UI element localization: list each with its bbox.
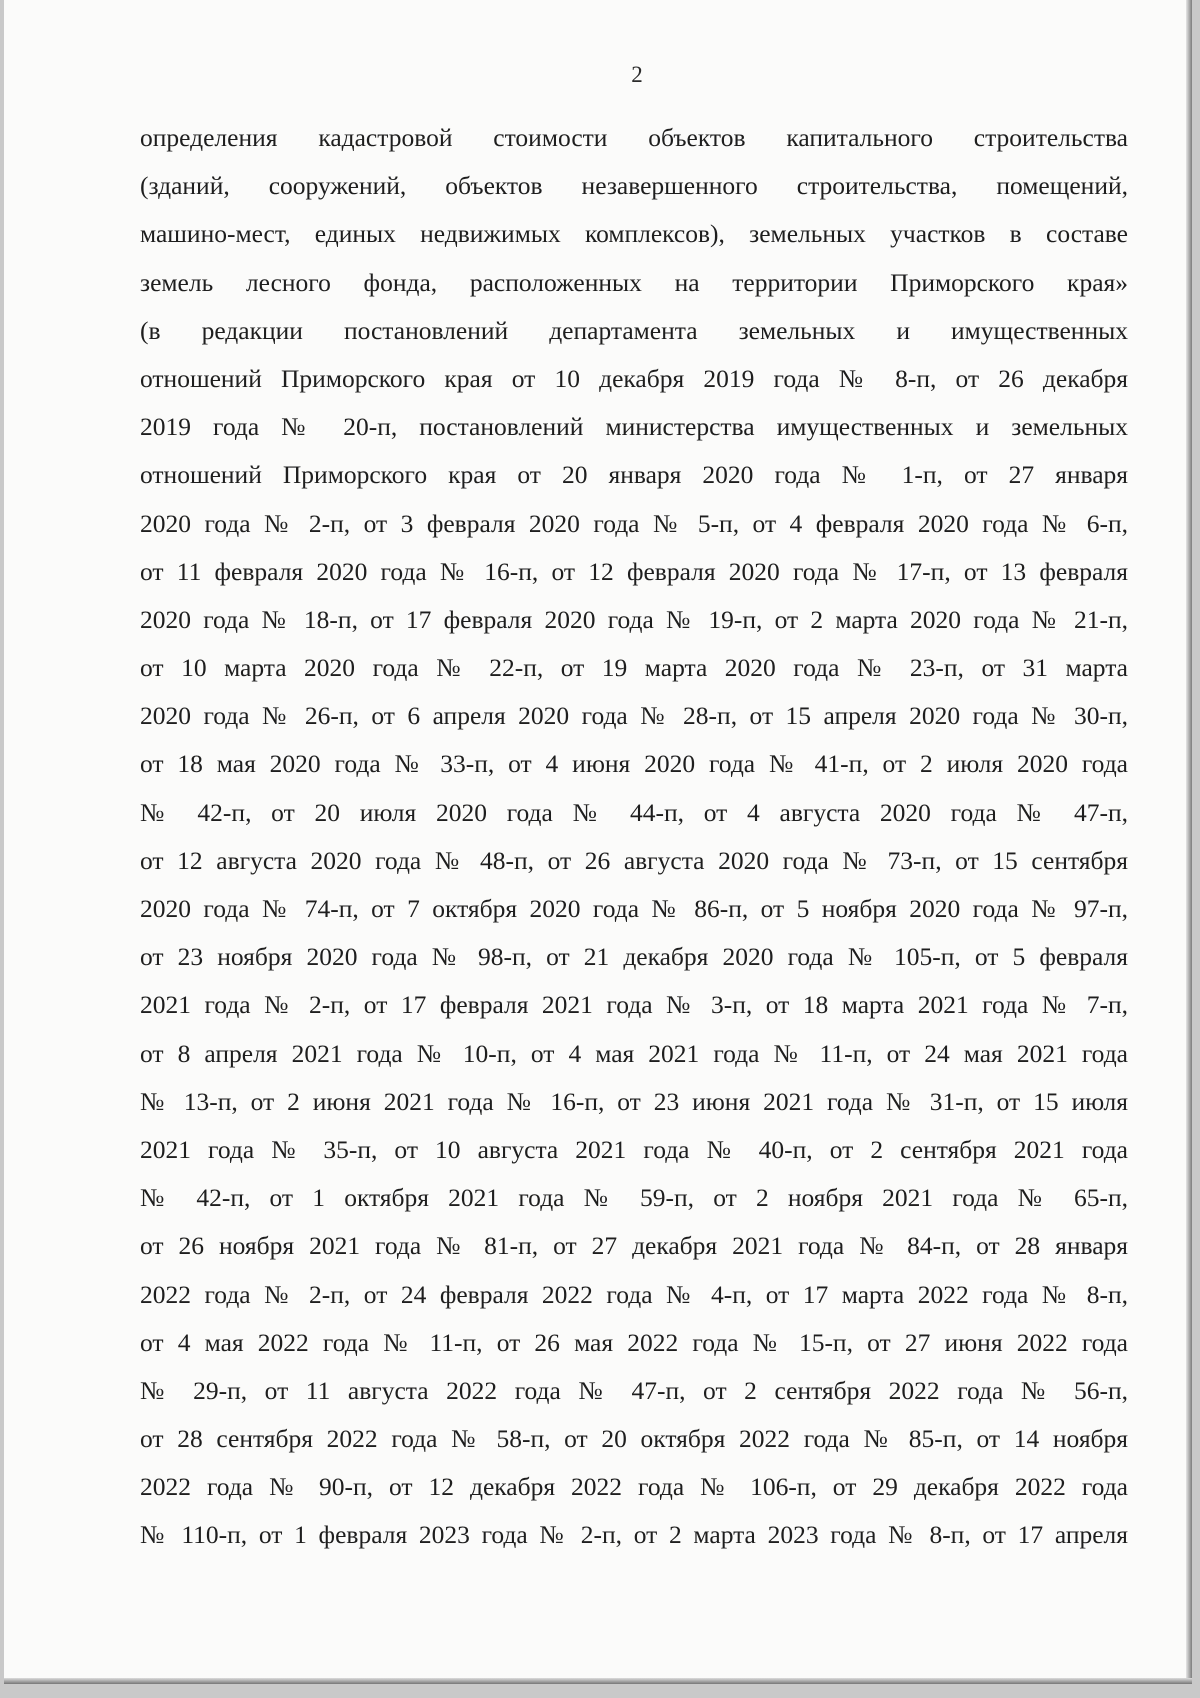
text-line: 2020 года № 74-п, от 7 октября 2020 года № 86-п, от 5 ноября 2020 года № 97-п,: [140, 894, 1128, 923]
text-line: от 28 сентября 2022 года № 58-п, от 20 октября 2022 года № 85-п, от 14 ноября: [140, 1424, 1128, 1454]
text-line: земель лесного фонда, расположенных на территории Приморского края»: [140, 267, 1128, 297]
text-line: № 42-п, от 20 июля 2020 года № 44-п, от 4 августа 2020 года № 47-п,: [140, 797, 1128, 827]
text-line: определения кадастровой стоимости объектов капитального строительства: [140, 123, 1128, 152]
text-line: от 4 мая 2022 года № 11-п, от 26 мая 2022 года № 15-п, от 27 июня 2022 года: [140, 1327, 1128, 1357]
document-page: [4, 0, 1192, 1684]
text-line: 2021 года № 2-п, от 17 февраля 2021 года № 3-п, от 18 марта 2021 года № 7-п,: [140, 990, 1128, 1020]
text-line: 2020 года № 26-п, от 6 апреля 2020 года № 28-п, от 15 апреля 2020 года № 30-п,: [140, 701, 1128, 731]
text-line: от 10 марта 2020 года № 22-п, от 19 марта 2020 года № 23-п, от 31 марта: [140, 653, 1128, 683]
text-line: (в редакции постановлений департамента земельных и имущественных: [140, 315, 1128, 345]
text-line: № 13-п, от 2 июня 2021 года № 16-п, от 23 июня 2021 года № 31-п, от 15 июля: [140, 1086, 1128, 1116]
text-line: 2021 года № 35-п, от 10 августа 2021 года № 40-п, от 2 сентября 2021 года: [140, 1134, 1128, 1164]
text-line: 2020 года № 18-п, от 17 февраля 2020 года № 19-п, от 2 марта 2020 года № 21-п,: [140, 604, 1128, 634]
text-line: 2022 года № 2-п, от 24 февраля 2022 года № 4-п, от 17 марта 2022 года № 8-п,: [140, 1279, 1128, 1309]
text-line: от 12 августа 2020 года № 48-п, от 26 августа 2020 года № 73-п, от 15 сентября: [140, 845, 1128, 875]
page-number: 2: [631, 62, 643, 87]
text-line: от 18 мая 2020 года № 33-п, от 4 июня 2020 года № 41-п, от 2 июля 2020 года: [140, 749, 1128, 779]
text-line: 2020 года № 2-п, от 3 февраля 2020 года № 5-п, от 4 февраля 2020 года № 6-п,: [140, 508, 1128, 538]
text-line: от 26 ноября 2021 года № 81-п, от 27 декабря 2021 года № 84-п, от 28 января: [140, 1231, 1128, 1261]
text-line: отношений Приморского края от 20 января 2020 года № 1-п, от 27 января: [140, 460, 1128, 490]
body-text: [140, 114, 1128, 1560]
text-line: (зданий, сооружений, объектов незавершенного строительства, помещений,: [140, 171, 1128, 201]
text-line: от 23 ноября 2020 года № 98-п, от 21 декабря 2020 года № 105-п, от 5 февраля: [140, 942, 1128, 972]
text-line: 2019 года № 20-п, постановлений министерства имущественных и земельных: [140, 412, 1128, 442]
text-line: от 8 апреля 2021 года № 10-п, от 4 мая 2021 года № 11-п, от 24 мая 2021 года: [140, 1038, 1128, 1068]
text-line: отношений Приморского края от 10 декабря 2019 года № 8-п, от 26 декабря: [140, 363, 1128, 393]
scan-edge-right: [1186, 0, 1192, 1684]
scan-edge-bottom: [4, 1678, 1192, 1684]
text-line: № 42-п, от 1 октября 2021 года № 59-п, от 2 ноября 2021 года № 65-п,: [140, 1183, 1128, 1213]
text-line: машино-мест, единых недвижимых комплексов), земельных участков в составе: [140, 219, 1128, 249]
text-line: 2022 года № 90-п, от 12 декабря 2022 года № 106-п, от 29 декабря 2022 года: [140, 1472, 1128, 1502]
text-line: № 29-п, от 11 августа 2022 года № 47-п, от 2 сентября 2022 года № 56-п,: [140, 1375, 1128, 1405]
text-line: № 110-п, от 1 февраля 2023 года № 2-п, от 2 марта 2023 года № 8-п, от 17 апреля: [140, 1520, 1128, 1550]
text-line: от 11 февраля 2020 года № 16-п, от 12 февраля 2020 года № 17-п, от 13 февраля: [140, 556, 1128, 586]
